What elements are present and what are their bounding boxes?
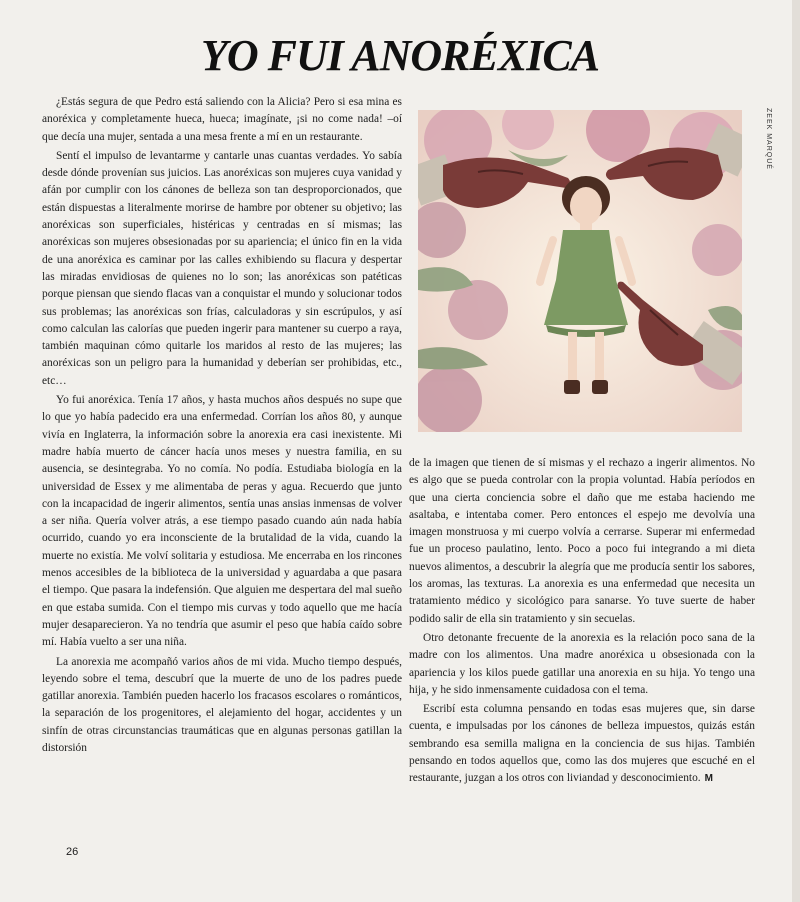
right-column xyxy=(409,455,755,790)
paragraph xyxy=(409,701,755,787)
page-number: 26 xyxy=(66,846,79,858)
paragraph: de la imagen que tienen de sí mismas y el rechazo a ingerir alimentos. No es algo que se pueda controlar con la propia voluntad. Había períodos en que una cierta conciencia sobre el daño que me estaba haciendo me asaltaba, e intentaba comer. Pero entonces el espejo me devolvía una imagen monstruosa y mi cuerpo volvía a cerrarse. Superar mi enfermedad fue un proceso paulatino, lento. Poco a poco fui integrando a mi dieta nuevos alimentos, a descubrir la alegría que me producía sentir los sabores, los aromas, las texturas. La anorexia es una enfermedad que necesita un tratamiento médico y sicológico para sanarse. Yo tuve suerte de haber podido salir de ella sin tratamiento y sin secuelas. xyxy=(409,457,755,625)
paragraph: Otro detonante frecuente de la anorexia es la relación poco sana de la madre con los alimentos. Una madre anoréxica u obsesionada con la apariencia y los kilos puede gatillar una anorexia en su hija. Yo tengo una hija, y he sido inmensamente cuidadosa con el tema. xyxy=(409,631,755,696)
end-mark: M xyxy=(704,773,713,785)
page-fold xyxy=(792,0,800,902)
illustration xyxy=(418,110,742,432)
illustration-credit: ZEEK MARQUÉ xyxy=(765,108,772,170)
paragraph-text: Escribí esta columna pensando en todas esas mujeres que, sin darse cuenta, e impulsadas por los cánones de belleza impuestos, quizás están sembrando esa semilla maligna en la conciencia de sus hijas. También pensando en todos aquellos que, como las dos mujeres que escuché en el restaurante, juzgan a los otros con liviandad y desconocimiento. xyxy=(409,703,755,785)
paragraph: ¿Estás segura de que Pedro está saliendo con la Alicia? Pero si esa mina es anoréxica y completamente hueca, hueca; imagínate, ¡si no come nada! –oí que decía una mujer, sentada a una mesa frente a mí en un restaurante. xyxy=(42,96,402,143)
article-title: YO FUI ANORÉXICA xyxy=(200,31,600,80)
paragraph: La anorexia me acompañó varios años de mi vida. Mucho tiempo después, leyendo sobre el tema, descubrí que la muerte de uno de los padres puede gatillar anorexia. También pueden hacerlo los fracasos escolares o románticos, la separación de los progenitores, el alejamiento del hogar, accidentes y un sinfín de otras circunstancias traumáticas que en algunas personas gatillan la distorsión xyxy=(42,655,402,754)
paragraph: Yo fui anoréxica. Tenía 17 años, y hasta muchos años después no supe que lo que yo había padecido era una enfermedad. Corrían los años 80, y aunque vivía en Inglaterra, la información sobre la anorexia era casi inexistente. Mi madre había muerto de cáncer hacía unos meses y nuestra familia, en su ausencia, se desintegraba. Yo no comía. No podía. Estudiaba biología en la universidad de Essex y me alimentaba de peras y agua. Recuerdo que junto con la incapacidad de ingerir alimentos, sentía unas ansias inmensas de volver a ser niña. Quería volver atrás, a ese tiempo pasado cuando aún nada había ocurrido, cuando yo era inconsciente de la brutalidad de la vida, cuando la muerte no existía. Me volví solitaria y estudiosa. Me encerraba en los rincones menos accesibles de la biblioteca de la universidad y aguardaba a que pasara el tiempo. Que pasara la indefensión. Que alguien me despertara del mal sueño en que estaba sumida. Con el tiempo mis curvas y todo aquello que me hacía mujer desaparecieron. Ya no tendría que asumir el peso que había caído sobre mí. Había vuelto a ser una niña. xyxy=(42,394,402,649)
left-column xyxy=(42,94,402,759)
paragraph: Sentí el impulso de levantarme y cantarle unas cuantas verdades. Yo sabía desde dónde provenían sus juicios. Las anoréxicas son mujeres cuya vanidad y afán por cumplir con los cánones de belleza son tan desproporcionados, que están dispuestas a literalmente morirse de hambre por obtener su objetivo; las anoréxicas son superficiales, histéricas y centradas en sí mismas; las anoréxicas son mujeres obsesionadas por su apariencia; el único fin en la vida de una anoréxica es caminar por las calles exhibiendo su flacura y despertar las miradas envidiosas de quienes no lo son; las anoréxicas son patéticas porque piensan que siendo flacas van a conquistar el mundo y solucionar todos sus problemas; las anoréxicas son frías, calculadoras y sin escrúpulos, y así como calculan las calorías que pueden ingerir para mantener su cuerpo a raya, también maquinan cómo quitarle los maridos al resto de las mujeres; las anoréxicas son un peligro para la humanidad y deberían ser prohibidas, etc., etc… xyxy=(42,149,402,387)
